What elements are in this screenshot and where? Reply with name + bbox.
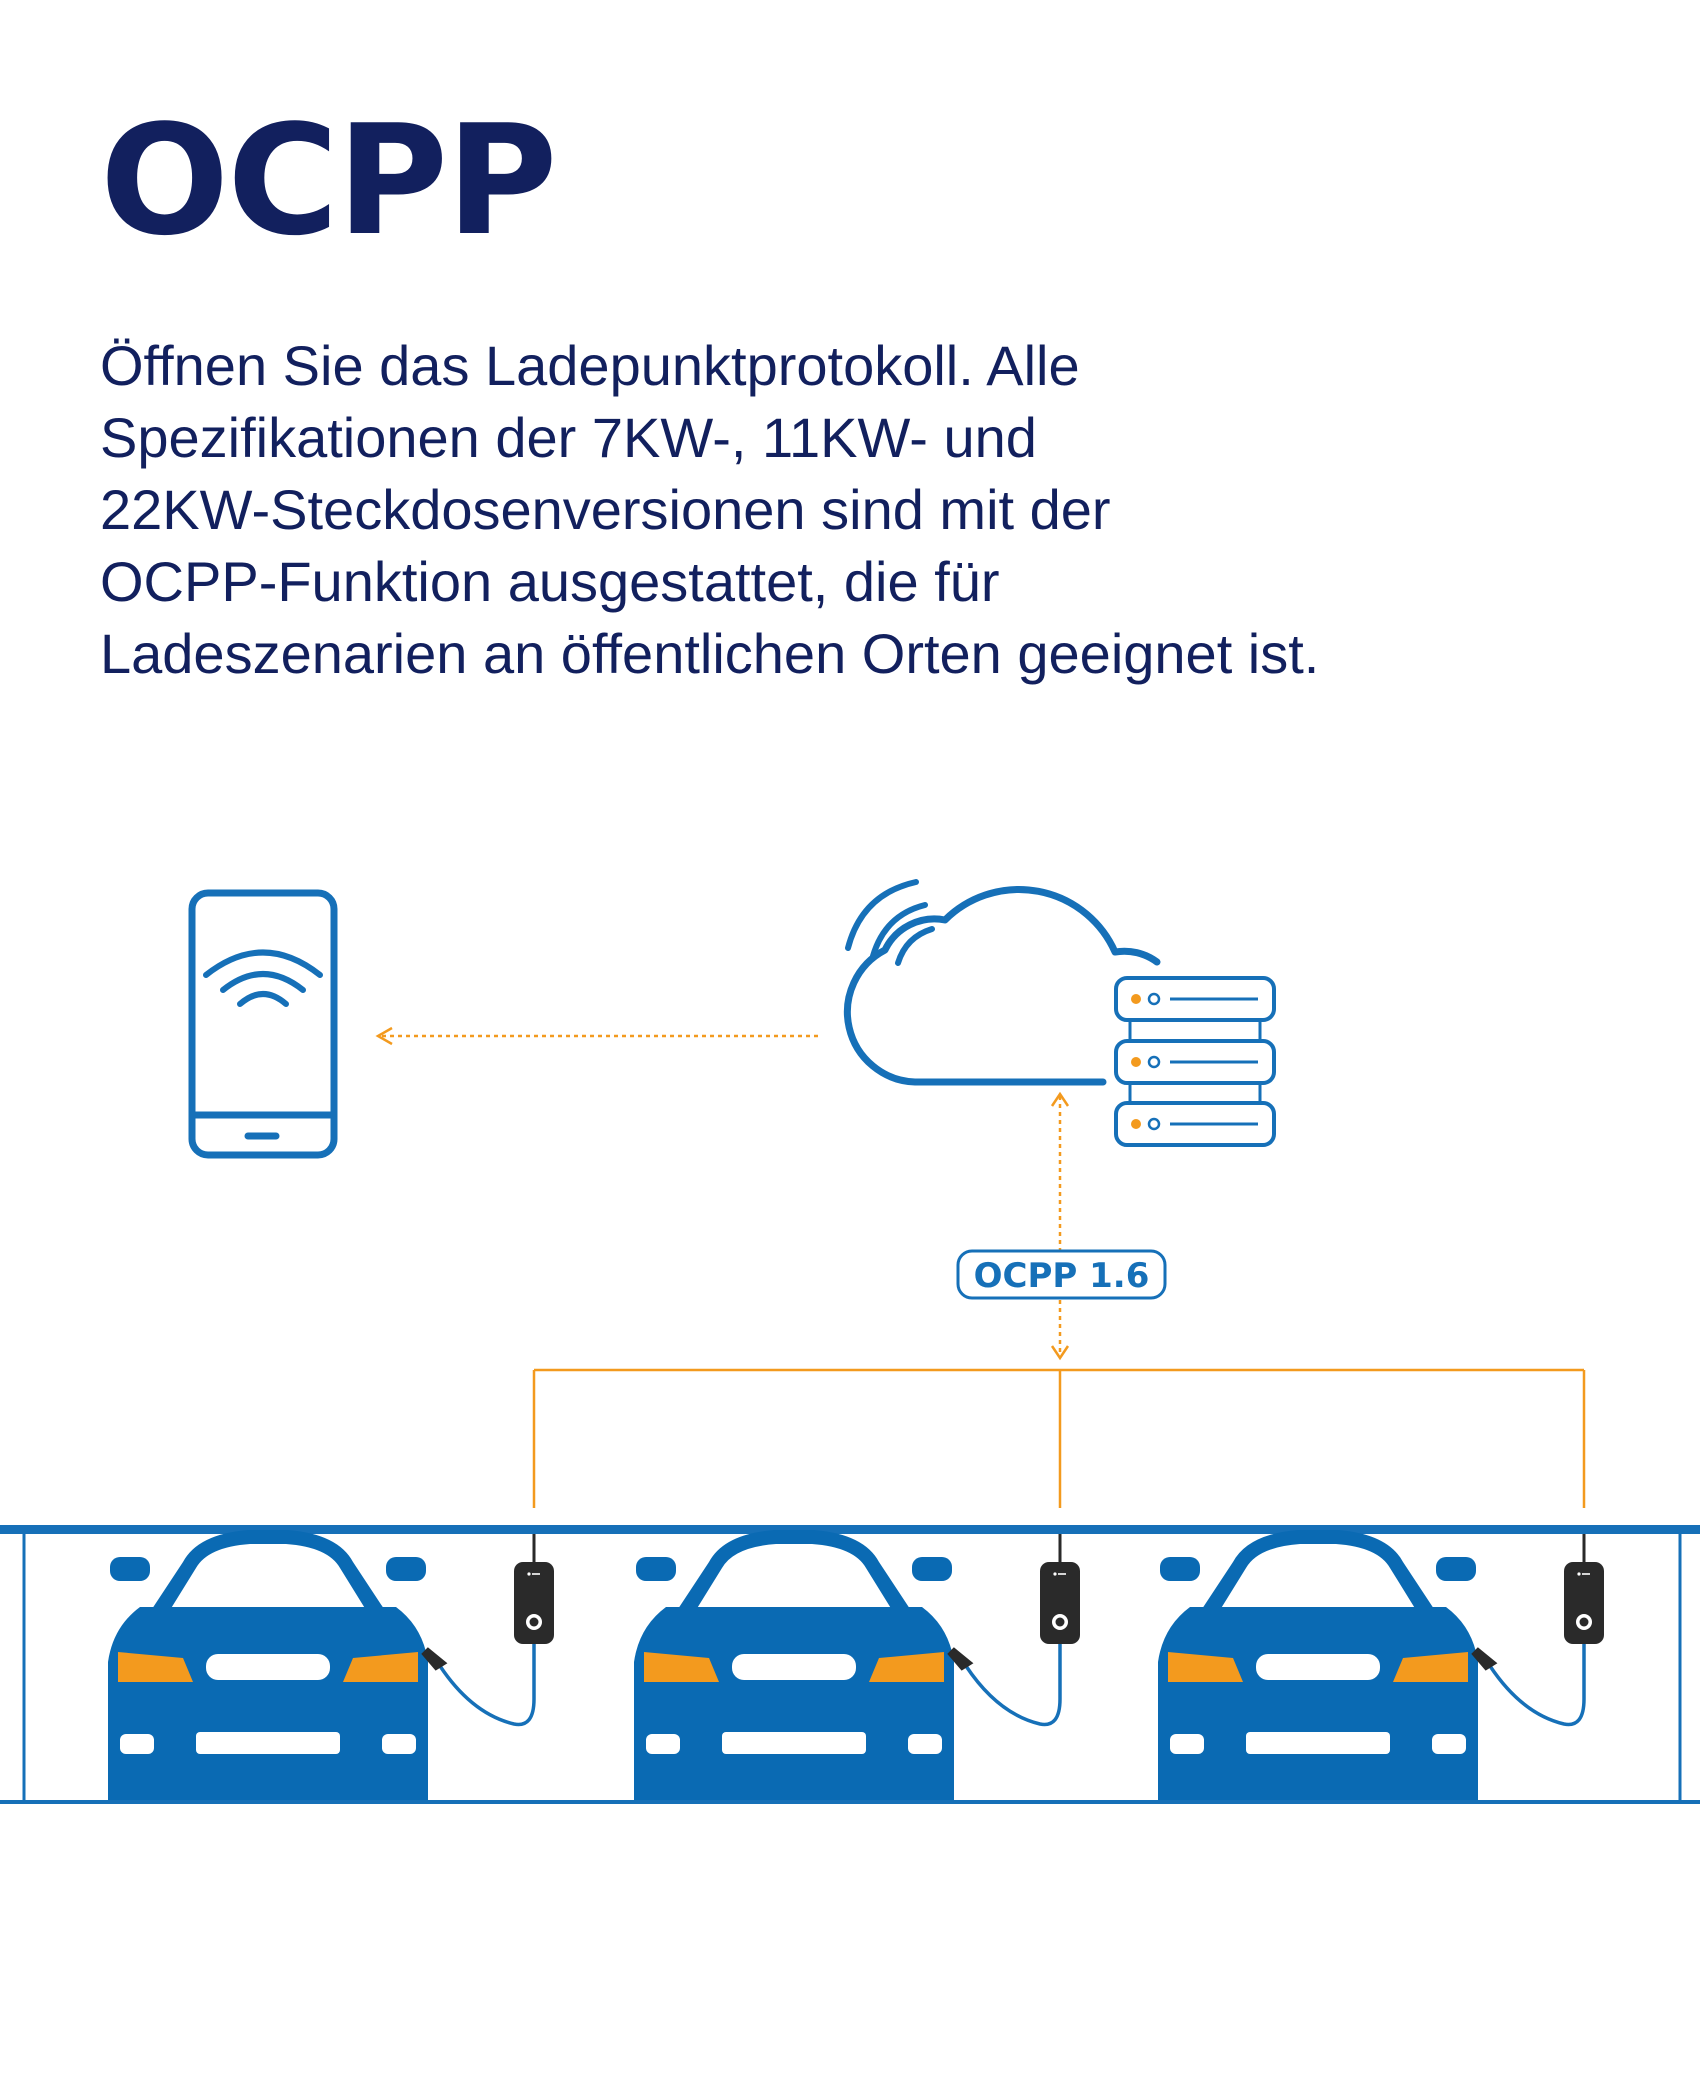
cloud-icon [847, 882, 1157, 1082]
car-icon [1158, 1530, 1478, 1800]
car-icon [108, 1530, 428, 1800]
ocpp-version-badge [958, 1251, 1165, 1298]
distribution-lines [534, 1370, 1584, 1508]
charging-bay [108, 1530, 428, 1800]
page-title: OCPP [100, 92, 556, 269]
charging-station-icon [424, 1534, 554, 1724]
charging-station-icon [950, 1534, 1080, 1724]
smartphone-icon [192, 893, 334, 1155]
ocpp-version-label: OCPP 1.6 [973, 1256, 1150, 1296]
charging-bay [634, 1530, 954, 1800]
description-line: Spezifikationen der 7KW-, 11KW- und [100, 406, 1037, 469]
charging-station-icon [1474, 1534, 1604, 1724]
description-line: 22KW-Steckdosenversionen sind mit der [100, 478, 1111, 541]
car-icon [634, 1530, 954, 1800]
protocol-arrow [1052, 1094, 1068, 1358]
description-line: Ladeszenarien an öffentlichen Orten geeignet ist. [100, 622, 1320, 685]
charging-bay [1158, 1530, 1478, 1800]
wifi-icon [206, 953, 320, 1005]
description-line: Öffnen Sie das Ladepunktprotokoll. Alle [100, 334, 1080, 397]
cloud-to-phone-arrow [378, 1028, 818, 1044]
server-icon [1116, 978, 1274, 1145]
description-line: OCPP-Funktion ausgestattet, die für [100, 550, 1000, 613]
